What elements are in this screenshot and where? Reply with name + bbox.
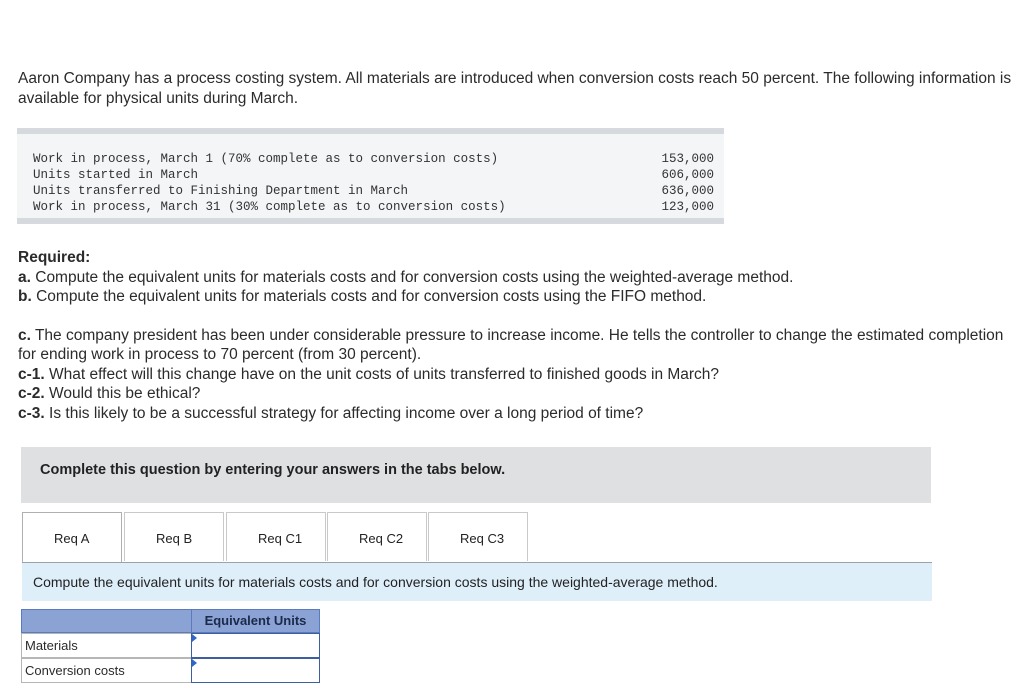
data-row-label: Work in process, March 31 (30% complete as to conversion costs) [33, 200, 506, 214]
data-row-value: 153,000 [661, 152, 714, 166]
materials-equivalent-units-cell [191, 633, 320, 658]
data-row-value: 636,000 [661, 184, 714, 198]
instruction-banner [22, 563, 932, 601]
tab-req-c2[interactable]: Req C2 [327, 512, 427, 561]
answer-table-corner [21, 609, 191, 633]
answer-table-header: Equivalent Units [191, 609, 320, 633]
required-c3: c-3. Is this likely to be a successful strategy for affecting income over a long period of time? [18, 404, 644, 422]
answer-row-conversion [21, 658, 321, 683]
data-row [33, 152, 714, 168]
data-row-label: Units transferred to Finishing Department in March [33, 184, 409, 198]
data-row [33, 184, 714, 200]
data-row-label: Units started in March [33, 168, 199, 182]
complete-prompt-box [21, 447, 931, 503]
required-c2: c-2. Would this be ethical? [18, 385, 201, 402]
answer-row-label: Materials [21, 633, 191, 658]
problem-intro: Aaron Company has a process costing system. All materials are introduced when conversion costs reach 50 percent. The following information is available for physical units during March. [18, 70, 1012, 107]
required-b: b. Compute the equivalent units for materials costs and for conversion costs using the FIFO method. [18, 288, 707, 305]
input-marker-icon [192, 659, 197, 667]
materials-equivalent-units-input[interactable] [192, 634, 319, 657]
data-table [17, 128, 724, 224]
input-marker-icon [192, 634, 197, 642]
required-c: c. The company president has been under considerable pressure to increase income. He tells the controller to change the estimated completion for ending work in process to 70 percent (from 30 percent). [18, 326, 1004, 363]
data-row [33, 200, 714, 216]
tab-bar [22, 512, 932, 563]
tab-req-b[interactable]: Req B [124, 512, 224, 561]
required-c1: c-1. What effect will this change have on the unit costs of units transferred to finished goods in March? [18, 365, 720, 383]
required-heading: Required: [18, 249, 91, 266]
required-a: a. Compute the equivalent units for materials costs and for conversion costs using the weighted-average method. [18, 268, 794, 286]
tab-req-a[interactable]: Req A [22, 512, 122, 563]
complete-prompt: Complete this question by entering your answers in the tabs below. [40, 462, 506, 478]
conversion-equivalent-units-cell [191, 658, 320, 683]
data-row [33, 168, 714, 184]
data-row-value: 606,000 [661, 168, 714, 182]
tab-req-c3[interactable]: Req C3 [428, 512, 528, 561]
instruction-text: Compute the equivalent units for materials costs and for conversion costs using the weighted-average method. [33, 574, 718, 590]
data-row-value: 123,000 [661, 200, 714, 214]
data-row-label: Work in process, March 1 (70% complete as to conversion costs) [33, 152, 499, 166]
required-section [18, 248, 1013, 423]
tab-req-c1[interactable]: Req C1 [226, 512, 326, 561]
answer-row-label: Conversion costs [21, 658, 191, 683]
conversion-equivalent-units-input[interactable] [192, 659, 319, 682]
answer-row-materials [21, 633, 321, 658]
